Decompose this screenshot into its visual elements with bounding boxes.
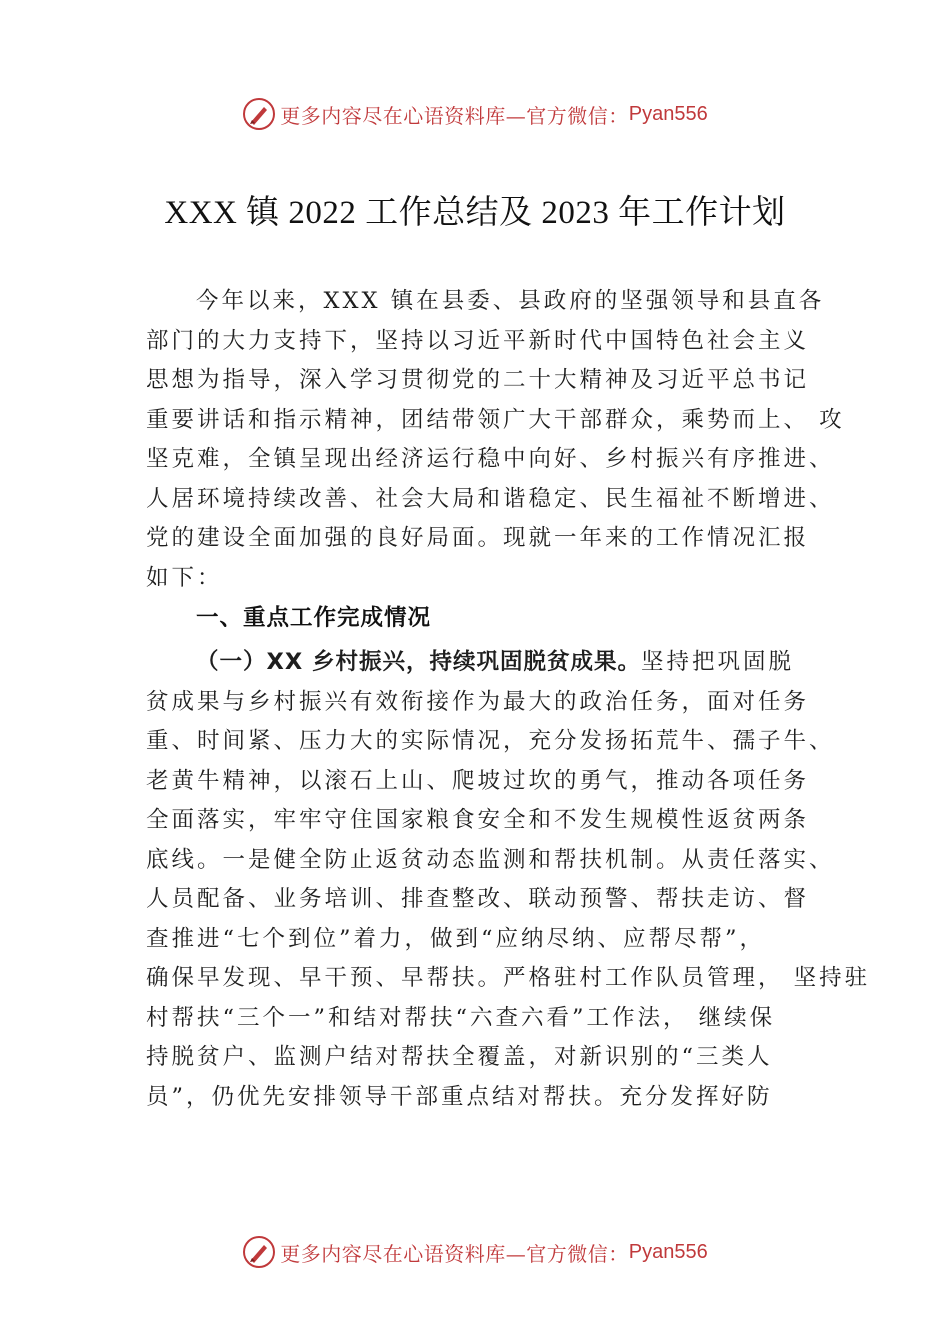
text-line: 党的建设全面加强的良好局面。现就一年来的工作情况汇报 — [146, 525, 810, 551]
watermark-text: 更多内容尽在心语资料库—官方微信： — [280, 1241, 629, 1266]
watermark-wechat-id: Pyan556 — [628, 102, 708, 125]
text-line: 村帮扶“三个一”和结对帮扶“六查六看”工作法， 继续保 — [146, 1004, 776, 1031]
sub-heading: （一）XX 乡村振兴，持续巩固脱贫成果。 — [196, 649, 642, 675]
text-line: 底线。一是健全防止返贫动态监测和帮扶机制。从责任落实、 — [146, 846, 835, 873]
text-line — [146, 643, 826, 683]
watermark-top — [0, 94, 950, 134]
text-fragment: 坚持把巩固脱 — [641, 649, 795, 675]
text-line: 持脱贫户、监测户结对帮扶全覆盖，对新识别的“三类人 — [146, 1044, 773, 1070]
text-line: 老黄牛精神，以滚石上山、爬坡过坎的勇气，推动各项任务 — [146, 767, 810, 794]
text-line: 重、时间紧、压力大的实际情况，充分发扬拓荒牛、孺子牛、 — [146, 728, 835, 754]
pen-logo-icon — [242, 97, 276, 131]
section1-paragraph — [146, 643, 871, 1117]
text-line: 贫成果与乡村振兴有效衔接作为最大的政治任务，面对任务 — [146, 688, 810, 715]
text-line: 思想为指导，深入学习贯彻党的二十大精神及习近平总书记 — [146, 367, 810, 393]
text-line: 确保早发现、早干预、早帮扶。严格驻村工作队员管理， 坚持驻 — [146, 965, 871, 991]
text-line: 员”，仍优先安排领导干部重点结对帮扶。充分发挥好防 — [146, 1083, 773, 1110]
pen-logo-icon — [242, 1235, 276, 1269]
intro-paragraph — [146, 282, 845, 598]
watermark-bottom — [0, 1232, 950, 1272]
text-line: 部门的大力支持下，坚持以习近平新时代中国特色社会主义 — [146, 327, 810, 354]
watermark-wechat-id: Pyan556 — [628, 1240, 708, 1263]
document-title: XXX 镇 2022 工作总结及 2023 年工作计划 — [164, 195, 786, 231]
watermark-text: 更多内容尽在心语资料库—官方微信： — [280, 103, 629, 128]
text-line: 全面落实，牢牢守住国家粮食安全和不发生规模性返贫两条 — [146, 807, 810, 833]
text-line: 查推进“七个到位”着力，做到“应纳尽纳、应帮尽帮”， — [146, 925, 766, 952]
text-line: 今年以来，XXX 镇在县委、县政府的坚强领导和县直各 — [196, 288, 825, 314]
text-line: 人居环境持续改善、社会大局和谐稳定、民生福祉不断增进、 — [146, 485, 835, 512]
text-line: 重要讲话和指示精神，团结带领广大干部群众，乘势而上、 攻 — [146, 406, 845, 433]
section-heading: 一、重点工作完成情况 — [196, 605, 432, 631]
text-line: 人员配备、业务培训、排查整改、联动预警、帮扶走访、督 — [146, 886, 810, 912]
text-line: 坚克难，全镇呈现出经济运行稳中向好、乡村振兴有序推进、 — [146, 446, 835, 472]
text-line: 如下： — [146, 564, 223, 591]
